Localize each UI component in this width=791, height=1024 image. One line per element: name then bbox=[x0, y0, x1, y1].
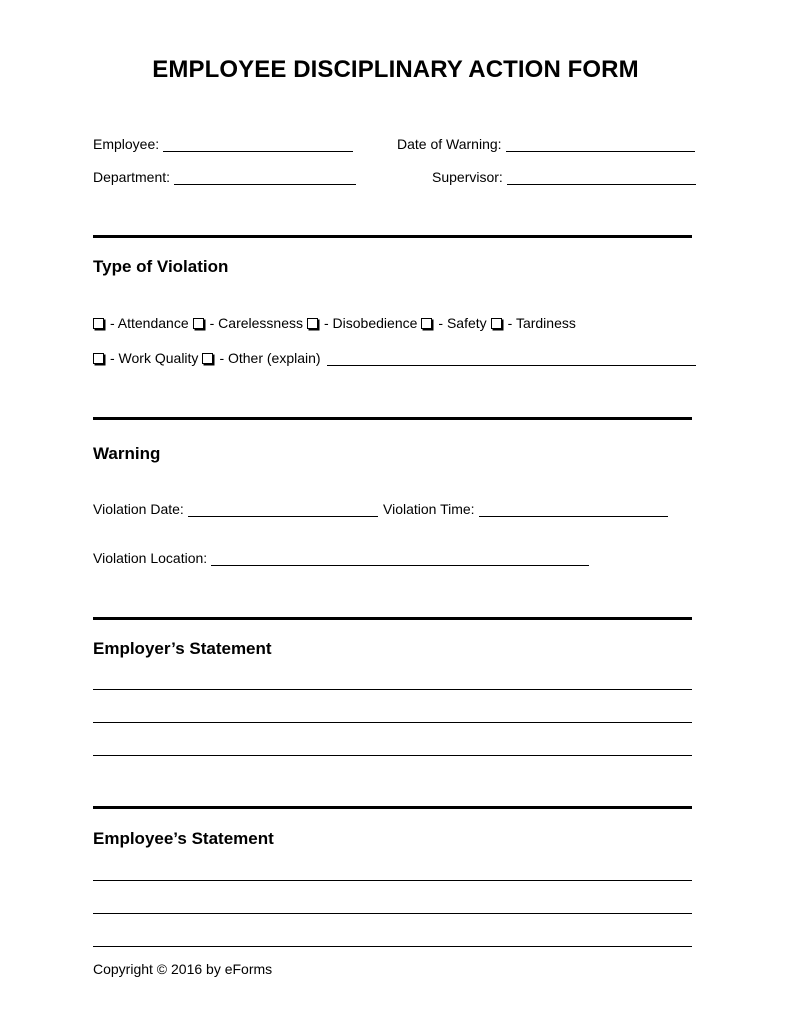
violation-date-label: Violation Date: bbox=[93, 501, 184, 517]
checkbox-icon[interactable] bbox=[93, 353, 104, 364]
option-carelessness[interactable] bbox=[193, 315, 303, 331]
supervisor-label: Supervisor: bbox=[432, 169, 503, 185]
employer-statement-heading: Employer’s Statement bbox=[93, 639, 272, 658]
employer-statement-line-2[interactable] bbox=[93, 722, 692, 723]
employer-statement-line-3[interactable] bbox=[93, 755, 692, 756]
checkbox-icon[interactable] bbox=[307, 318, 318, 329]
employee-label: Employee: bbox=[93, 136, 160, 152]
violation-options-row-1 bbox=[93, 315, 580, 331]
checkbox-icon[interactable] bbox=[93, 318, 104, 329]
section-divider-warning bbox=[93, 417, 692, 420]
checkbox-icon[interactable] bbox=[202, 353, 213, 364]
option-work-quality[interactable] bbox=[93, 350, 198, 366]
section-divider-employee-statement bbox=[93, 806, 692, 809]
section-divider-employer-statement bbox=[93, 617, 692, 620]
warning-heading: Warning bbox=[93, 444, 161, 463]
checkbox-icon[interactable] bbox=[193, 318, 204, 329]
violation-time-field[interactable] bbox=[383, 501, 668, 517]
employer-statement-line-1[interactable] bbox=[93, 689, 692, 690]
copyright-notice: Copyright © 2016 by eForms bbox=[93, 961, 273, 977]
supervisor-field[interactable] bbox=[432, 169, 696, 185]
option-label: - Carelessness bbox=[209, 315, 303, 331]
violation-options-row-2 bbox=[93, 350, 696, 366]
violation-location-field[interactable] bbox=[93, 550, 589, 566]
department-label: Department: bbox=[93, 169, 171, 185]
employee-field[interactable] bbox=[93, 136, 353, 152]
option-safety[interactable] bbox=[421, 315, 486, 331]
other-explain-input-line[interactable] bbox=[327, 351, 696, 366]
option-label: - Attendance bbox=[110, 315, 189, 331]
date-of-warning-label: Date of Warning: bbox=[397, 136, 502, 152]
option-label: - Other (explain) bbox=[219, 350, 321, 366]
option-tardiness[interactable] bbox=[491, 315, 576, 331]
option-label: - Safety bbox=[438, 315, 487, 331]
option-label: - Tardiness bbox=[507, 315, 576, 331]
violation-time-label: Violation Time: bbox=[383, 501, 475, 517]
checkbox-icon[interactable] bbox=[491, 318, 502, 329]
employee-input-line[interactable] bbox=[163, 137, 353, 152]
violation-location-input-line[interactable] bbox=[211, 551, 589, 566]
section-divider-violation bbox=[93, 235, 692, 238]
employee-statement-line-3[interactable] bbox=[93, 946, 692, 947]
department-field[interactable] bbox=[93, 169, 356, 185]
option-other[interactable] bbox=[202, 350, 320, 366]
option-label: - Work Quality bbox=[110, 350, 199, 366]
employee-statement-heading: Employee’s Statement bbox=[93, 829, 274, 848]
employee-statement-line-1[interactable] bbox=[93, 880, 692, 881]
violation-location-label: Violation Location: bbox=[93, 550, 208, 566]
violation-heading: Type of Violation bbox=[93, 257, 229, 276]
employee-statement-line-2[interactable] bbox=[93, 913, 692, 914]
option-attendance[interactable] bbox=[93, 315, 189, 331]
option-disobedience[interactable] bbox=[307, 315, 417, 331]
option-label: - Disobedience bbox=[324, 315, 418, 331]
date-of-warning-field[interactable] bbox=[397, 136, 695, 152]
violation-date-input-line[interactable] bbox=[188, 502, 378, 517]
department-input-line[interactable] bbox=[174, 170, 356, 185]
checkbox-icon[interactable] bbox=[421, 318, 432, 329]
supervisor-input-line[interactable] bbox=[507, 170, 696, 185]
date-of-warning-input-line[interactable] bbox=[506, 137, 695, 152]
form-title: EMPLOYEE DISCIPLINARY ACTION FORM bbox=[152, 56, 639, 83]
violation-time-input-line[interactable] bbox=[479, 502, 668, 517]
violation-date-field[interactable] bbox=[93, 501, 378, 517]
